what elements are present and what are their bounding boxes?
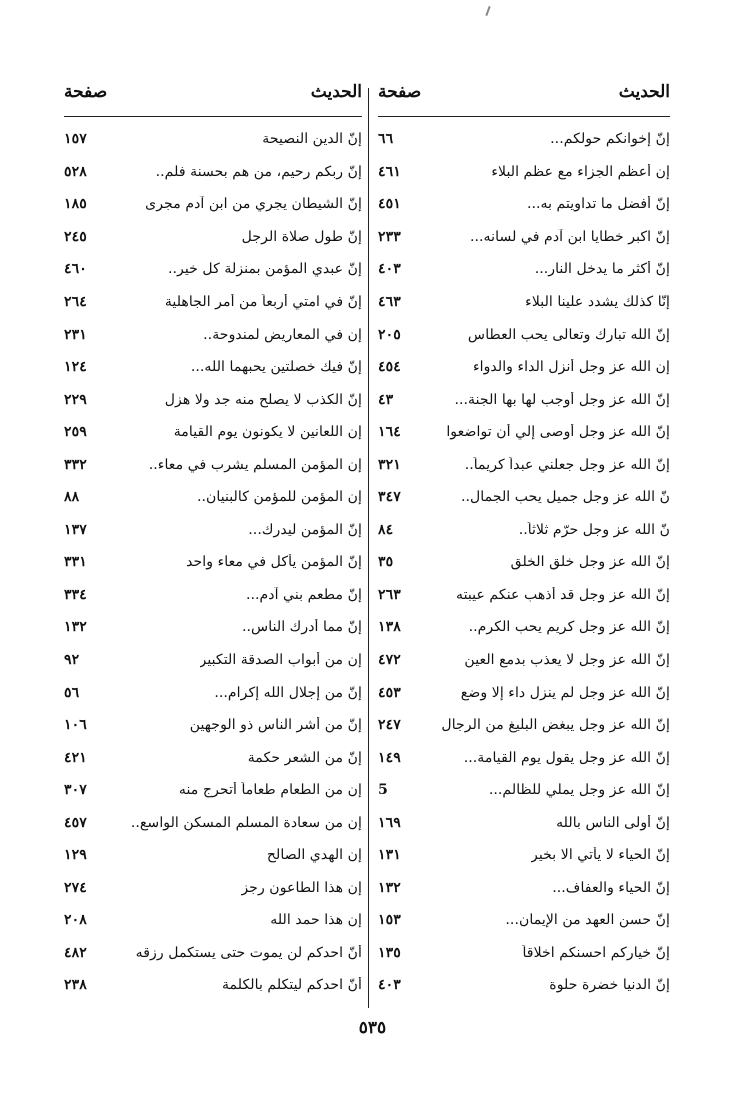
list-item xyxy=(64,709,362,742)
page-ref: ٣٣٢ xyxy=(64,456,87,473)
page-ref: 5 xyxy=(378,782,388,799)
page-ref: ٢٤٧ xyxy=(378,717,401,734)
list-item xyxy=(378,318,670,351)
list-item xyxy=(378,286,670,319)
hadith-heading: الحديث xyxy=(310,82,362,102)
list-item xyxy=(64,611,362,644)
list-item xyxy=(378,969,670,1002)
hadith-title: إنّ اكبر خطايا ابن آدم في لسانه... xyxy=(470,228,670,245)
list-item xyxy=(378,383,670,416)
hadith-title: إن من سعادة المسلم المسكن الواسع.. xyxy=(130,814,362,831)
hadith-title: إنّ أولى الناس بالله xyxy=(556,814,670,831)
list-item xyxy=(378,709,670,742)
hadith-title: إن الله عز وجل أنزل الداء والدواء xyxy=(472,359,670,376)
hadith-title: إنّ الله عز وجل أوصى إلي أن تواضعوا xyxy=(446,424,670,441)
page-ref: ٤٥١ xyxy=(378,196,401,213)
hadith-title: إن الهدي الصالح xyxy=(266,847,362,864)
page-ref: ٤٥٤ xyxy=(378,359,401,376)
list-item xyxy=(378,937,670,970)
page-ref: ٤٧٢ xyxy=(378,652,401,669)
list-item xyxy=(64,806,362,839)
page-ref: ٥٦ xyxy=(64,684,80,701)
hadith-title: إن في المعاريض لمندوحة.. xyxy=(203,326,362,343)
hadith-title: أنّ احدكم لن يموت حتى يستكمل رزقه xyxy=(135,944,362,961)
page-ref: ١٠٦ xyxy=(64,717,87,734)
page-ref: ٤٢١ xyxy=(64,749,87,766)
right-column xyxy=(378,82,670,1002)
page-ref: ٤٦٣ xyxy=(378,294,401,310)
list-item xyxy=(378,253,670,286)
hadith-title: إنّ الله عز وجل لا يعذب بدمع العين xyxy=(464,652,670,669)
page-ref: ٤٨٢ xyxy=(64,944,87,961)
page-ref: ٨٨ xyxy=(64,489,80,506)
hadith-title: إنّ مطعم بني آدم... xyxy=(245,586,362,603)
page-ref: ٤٣ xyxy=(378,391,394,408)
list-item xyxy=(64,188,362,221)
page-ref: ١٣١ xyxy=(378,847,401,864)
list-item xyxy=(378,741,670,774)
hadith-title: إنّ من أشر الناس ذو الوجهين xyxy=(189,717,362,734)
hadith-title: إنّ الحياء والعفاف... xyxy=(552,879,670,896)
list-item xyxy=(64,969,362,1002)
list-item xyxy=(378,644,670,677)
hadith-title: نّ الله عز وجل حرّم ثلاثاً.. xyxy=(518,521,670,538)
page-ref: ٤٥٧ xyxy=(64,814,87,831)
hadith-title: إنّ الله عز وجل كريم يحب الكرم.. xyxy=(468,619,670,636)
page-ref: ١٦٩ xyxy=(378,814,401,831)
page-ref: ١٥٣ xyxy=(378,912,401,929)
page-ref: ٥٢٨ xyxy=(64,163,87,180)
page-ref: ٣٥ xyxy=(378,554,394,571)
page-ref: ٣٠٧ xyxy=(64,782,87,799)
right-column-entries xyxy=(378,123,670,1002)
hadith-title: إنّ من الشعر حكمة xyxy=(247,749,362,766)
hadith-title: إنّ أكثر ما يدخل النار... xyxy=(534,261,670,278)
page-heading: صفحة xyxy=(64,82,108,102)
page-ref: ٢٣١ xyxy=(64,326,87,343)
hadith-title: إنّ الحياء لا يأتي الا بخير xyxy=(531,847,670,864)
hadith-title: إنّ من إجلال الله إكرام... xyxy=(214,684,362,701)
list-item xyxy=(378,221,670,254)
hadith-title: إن هذا حمد الله xyxy=(270,912,362,929)
list-item xyxy=(378,774,670,807)
page-ref: ٣٢١ xyxy=(378,456,401,473)
page-ref: ١٢٤ xyxy=(64,359,87,376)
list-item xyxy=(378,546,670,579)
print-speck xyxy=(485,6,490,16)
page-ref: ٢٣٣ xyxy=(378,228,401,245)
page-ref: ٤٠٣ xyxy=(378,261,401,278)
hadith-title: إنّ الشيطان يجري من ابن آدم مجرى xyxy=(145,196,362,213)
page-ref: ١٨٥ xyxy=(64,196,87,213)
hadith-title: إنّ طول صلاة الرجل xyxy=(241,228,362,245)
hadith-title: إنّ الله عز وجل يملي للظالم... xyxy=(488,782,670,799)
page-ref: ١٣٢ xyxy=(64,619,87,636)
hadith-title: إن أعظم الجزاء مع عظم البلاء xyxy=(491,163,670,180)
hadith-title: إنّ في امتي أربعاً من أمر الجاهلية xyxy=(164,294,362,310)
hadith-title: إن المؤمن المسلم يشرب في معاء.. xyxy=(148,456,362,473)
page-ref: ٨٤ xyxy=(378,521,394,538)
hadith-title: إن هذا الطاعون رجز xyxy=(241,879,362,896)
left-column-header xyxy=(64,82,362,116)
hadith-title: أنّ احدكم ليتكلم بالكلمة xyxy=(221,977,362,994)
hadith-title: إنّ الله عز وجل يقول يوم القيامة... xyxy=(463,749,670,766)
hadith-title: إنّ الله عز وجل خلق الخلق xyxy=(510,554,670,571)
hadith-title: إنّ الدنيا خضرة حلوة xyxy=(549,977,670,994)
page-ref: ٤٦١ xyxy=(378,163,401,180)
list-item xyxy=(378,806,670,839)
list-item xyxy=(64,644,362,677)
list-item xyxy=(64,904,362,937)
list-item xyxy=(64,676,362,709)
hadith-heading: الحديث xyxy=(618,82,670,102)
list-item xyxy=(378,839,670,872)
hadith-title: إنّ الله عز وجل قد أذهب عنكم عيبته xyxy=(456,586,670,603)
page-ref: ١٦٤ xyxy=(378,424,401,441)
page-number: ٥٣٥ xyxy=(358,1018,387,1038)
hadith-title: نّ الله عز وجل جميل يحب الجمال.. xyxy=(460,489,670,506)
page-ref: ١٣٢ xyxy=(378,879,401,896)
list-item xyxy=(378,156,670,189)
list-item xyxy=(378,904,670,937)
right-column-header xyxy=(378,82,670,116)
page-ref: ١٣٨ xyxy=(378,619,401,636)
list-item xyxy=(64,579,362,612)
list-item xyxy=(378,123,670,156)
list-item xyxy=(64,123,362,156)
list-item xyxy=(64,286,362,319)
hadith-title: إنّ الله عز وجل جعلني عبداً كريماً.. xyxy=(464,456,670,473)
page-ref: ٣٣١ xyxy=(64,554,87,571)
page-ref: ٤٦٠ xyxy=(64,261,87,278)
page-ref: ٢٦٤ xyxy=(64,294,87,310)
list-item xyxy=(64,448,362,481)
hadith-title: إنّ الله عز وجل أوجب لها بها الجنة... xyxy=(454,391,670,408)
page-heading: صفحة xyxy=(378,82,422,102)
hadith-title: إن المؤمن للمؤمن كالبنيان.. xyxy=(196,489,362,506)
list-item xyxy=(64,221,362,254)
hadith-title: إنّ عبدي المؤمن بمنزلة كل خير.. xyxy=(168,261,362,278)
hadith-title: إنّ الله عز وجل يبغض البليغ من الرجال xyxy=(441,717,670,734)
page-ref: ٤٥٣ xyxy=(378,684,401,701)
page-ref: ٢٢٩ xyxy=(64,391,87,408)
list-item xyxy=(64,774,362,807)
page-ref: ١٥٧ xyxy=(64,131,87,148)
list-item xyxy=(378,448,670,481)
list-item xyxy=(64,318,362,351)
hadith-title: إنّ ربكم رحيم، من هم بحسنة فلم.. xyxy=(155,163,362,180)
page-ref: ٣٤٧ xyxy=(378,489,401,506)
list-item xyxy=(64,351,362,384)
list-item xyxy=(64,546,362,579)
page-ref: ٢٦٣ xyxy=(378,586,401,603)
left-column-entries xyxy=(64,123,362,1002)
list-item xyxy=(64,481,362,514)
hadith-title: إنّ الله تبارك وتعالى يحب العطاس xyxy=(467,326,670,343)
list-item xyxy=(378,188,670,221)
page-ref: ١٣٥ xyxy=(378,944,401,961)
list-item xyxy=(64,872,362,905)
hadith-title: إنّ الكذب لا يصلح منه جد ولا هزل xyxy=(164,391,362,408)
list-item xyxy=(378,579,670,612)
page-ref: ٣٣٤ xyxy=(64,586,87,603)
column-divider xyxy=(368,88,369,1008)
list-item xyxy=(64,156,362,189)
hadith-title: إنّ أفضل ما تداويتم به... xyxy=(526,196,670,213)
page-ref: ٤٠٣ xyxy=(378,977,401,994)
list-item xyxy=(64,514,362,547)
list-item xyxy=(64,937,362,970)
list-item xyxy=(378,481,670,514)
list-item xyxy=(64,253,362,286)
list-item xyxy=(378,351,670,384)
page-ref: ٩٢ xyxy=(64,652,80,669)
hadith-title: إنّ الله عز وجل لم ينزل داء إلا وضع xyxy=(460,684,670,701)
hadith-title: إنّ خياركم احسنكم اخلاقاً xyxy=(522,944,670,961)
left-column xyxy=(64,82,362,1002)
page-ref: ١٤٩ xyxy=(378,749,401,766)
hadith-title: إن من أبواب الصدقة التكبير xyxy=(199,652,362,669)
hadith-title: إنّ فيك خصلتين يحبهما الله... xyxy=(190,359,362,376)
list-item xyxy=(378,514,670,547)
list-item xyxy=(64,839,362,872)
list-item xyxy=(378,676,670,709)
header-rule xyxy=(378,116,670,117)
page-ref: ١٢٩ xyxy=(64,847,87,864)
page-ref: ١٣٧ xyxy=(64,521,87,538)
list-item xyxy=(378,416,670,449)
header-rule xyxy=(64,116,362,117)
hadith-title: إنّ الدين النصيحة xyxy=(262,131,362,148)
page-ref: ٢٧٤ xyxy=(64,879,87,896)
list-item xyxy=(64,383,362,416)
list-item xyxy=(378,872,670,905)
page-ref: ٦٦ xyxy=(378,131,394,148)
hadith-title: إنّا كذلك يشدد علينا البلاء xyxy=(525,294,670,310)
page-ref: ٢٣٨ xyxy=(64,977,87,994)
page-ref: ٢٠٥ xyxy=(378,326,401,343)
list-item xyxy=(64,741,362,774)
page-ref: ٢٤٥ xyxy=(64,228,87,245)
hadith-title: إنّ المؤمن يأكل في معاء واحد xyxy=(186,554,362,571)
list-item xyxy=(378,611,670,644)
hadith-title: إنّ مما أدرك الناس.. xyxy=(241,619,362,636)
hadith-title: إنّ إخوانكم حولكم... xyxy=(550,131,670,148)
page-ref: ٢٥٩ xyxy=(64,424,87,441)
hadith-title: إن من الطعام طعاماً أتحرج منه xyxy=(178,782,362,799)
page-ref: ٢٠٨ xyxy=(64,912,87,929)
list-item xyxy=(64,416,362,449)
hadith-title: إنّ المؤمن ليدرك... xyxy=(248,521,362,538)
hadith-title: إنّ حسن العهد من الإيمان... xyxy=(505,912,670,929)
hadith-title: إن اللعانين لا يكونون يوم القيامة xyxy=(173,424,362,441)
